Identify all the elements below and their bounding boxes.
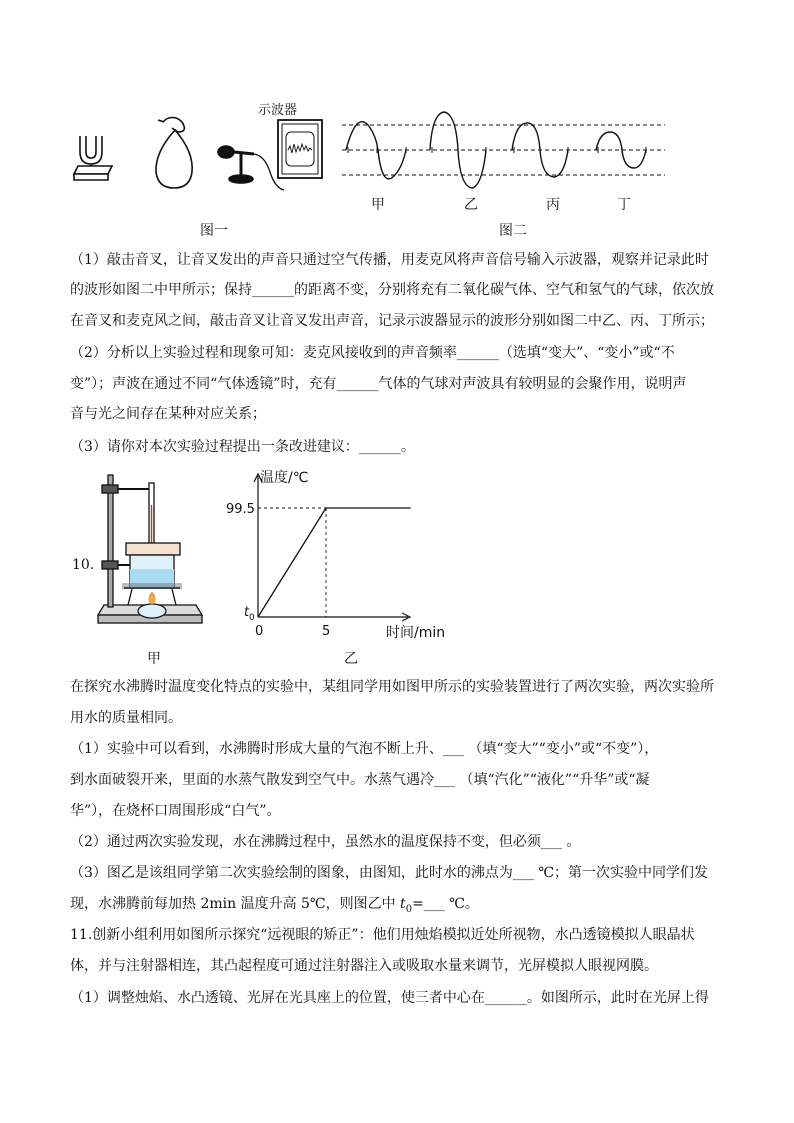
q10-t0-var: t [400,896,406,912]
q10-line-6: （2）通过两次实验发现，水在沸腾过程中，虽然水的温度保持不变，但必须___ 。 [70,834,581,850]
q9-line-3: 在音叉和麦克风之间，敲击音叉让音叉发出声音，记录示波器显示的波形分别如图二中乙、丙、丁所示； [70,313,714,329]
x-tick-label-0: 0 [255,624,264,639]
wave-label-jia: 甲 [371,197,385,213]
q11-line-3: （1）调整烛焰、水凸透镜、光屏在光具座上的位置，使三者中心在______。如图所示，此时在光屏上得 [70,990,709,1006]
wave-label-ding: 丁 [617,197,631,213]
x-axis-label: 时间/min [386,625,446,641]
q10-number: 10. [72,557,95,573]
y-tick-label: 99.5 [226,502,255,517]
microphone-icon [218,146,284,190]
q10-line-3: （1）实验中可以看到，水沸腾时形成大量的气泡不断上升、___ （填“变大”“变小”或“不变”）， [70,741,659,757]
boiling-apparatus-figure [90,465,210,640]
oscilloscope-label: 示波器 [258,103,298,118]
q9-line-1: （1）敲击音叉，让音叉发出的声音只通过空气传播，用麦克风将声音信号输入示波器，观察并记录此时 [70,252,709,268]
x-tick-label-5: 5 [322,624,331,639]
figure-1-caption: 图一 [200,223,228,239]
q9-line-4: （2）分析以上实验过程和现象可知：麦克风接收到的声音频率______（选填“变大”、“变小”或“不 [70,345,675,361]
y-origin-label: t [244,605,250,620]
figure-1-apparatus [60,92,340,232]
q9-line-5: 变”）；声波在通过不同“气体透镜”时，充有______气体的气球对声波具有较明显的会聚作用，说明声 [70,376,687,392]
wave-label-bing: 丙 [546,197,560,213]
series-line [258,508,411,617]
alcohol-lamp [138,604,166,618]
q11-line-2: 体，并与注射器相连，其凸起程度可通过注射器注入或吸取水量来调节，光屏模拟人眼视网膜。 [70,958,658,974]
wave-label-yi: 乙 [464,197,478,213]
q10-line-8 [70,894,730,920]
figure-2-caption: 图二 [499,223,527,239]
q9-line-2: 的波形如图二中甲所示；保持______的距离不变，分别将充有二氧化碳气体、空气和氢气的气球，依次放 [70,282,714,298]
q10-line-4: 到水面破裂开来，里面的水蒸气散发到空气中。水蒸气遇冷___ （填“汽化”“液化”“升华”或“凝 [70,772,650,788]
wave-jia [346,122,406,179]
y-axis-label: 温度/℃ [260,470,309,486]
q11-line-1: 11.创新小组利用如图所示探究“远视眼的矫正”：他们用烛焰模拟近处所视物，水凸透镜模拟人眼晶状 [70,927,695,943]
y-origin-subscript: 0 [249,613,255,623]
oscilloscope-icon [278,120,322,178]
q10-line-8-prefix: 现，水沸腾前每加热 2min 温度升高 5℃，则图乙中 [70,896,401,912]
q10-t0-sub: 0 [405,903,413,915]
q10-line-5: 华”），在烧杯口周围形成“白气”。 [70,803,281,819]
q10-line-7: （3）图乙是该组同学第二次实验绘制的图象，由图知，此时水的沸点为___ ℃；第一次实验中同学们发 [70,865,709,881]
graph-caption: 乙 [344,651,358,667]
q9-line-7: （3）请你对本次实验过程提出一条改进建议：______。 [70,439,415,455]
q10-line-2: 用水的质量相同。 [70,710,182,726]
balloon-icon [156,118,192,189]
tuning-fork-icon [74,136,112,180]
q9-line-6: 音与光之间存在某种对应关系； [70,406,266,422]
q10-line-8-suffix: =___ ℃。 [412,896,479,912]
q10-line-1: 在探究水沸腾时温度变化特点的实验中，某组同学用如图甲所示的实验装置进行了两次实验，两次实验所 [70,679,714,695]
apparatus-caption: 甲 [147,651,161,667]
temperature-time-chart [226,462,460,647]
figure-2-waveforms [340,110,670,190]
